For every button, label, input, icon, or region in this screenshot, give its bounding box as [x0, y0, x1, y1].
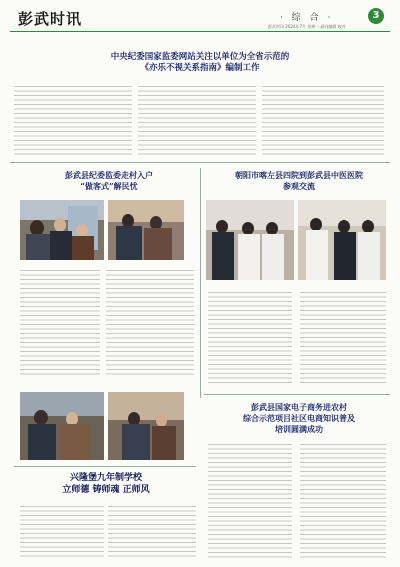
paper-logo: 彭武时讯 — [18, 10, 83, 28]
right-middle-headline-line2: 参观交流 — [283, 181, 315, 191]
right-middle-headline — [208, 170, 390, 192]
masthead-meta: 彭武时讯 2024年7月 星期一 副刊编辑 校对 — [268, 24, 346, 29]
visit-photo-2 — [108, 200, 184, 260]
left-middle-headline-line2: “做客式”解民忧 — [80, 181, 138, 191]
masthead-rule — [10, 31, 390, 32]
divider-right-lower — [204, 394, 390, 395]
left-middle-headline — [16, 170, 202, 192]
right-lower-headline-line3: 培训圆满成功 — [275, 424, 323, 434]
left-middle-col2 — [106, 268, 194, 378]
hospital-photo-2 — [298, 200, 386, 280]
left-bottom-headline-line2: 立师德 铸师魂 正师风 — [62, 485, 150, 495]
top-article-col3 — [262, 84, 384, 158]
masthead — [10, 6, 390, 32]
top-headline — [10, 52, 390, 74]
left-bottom-col2 — [108, 504, 196, 560]
top-article-col1 — [14, 84, 132, 158]
right-middle-col2 — [300, 290, 386, 386]
divider-vertical-middle — [200, 168, 201, 398]
page-number-badge: 3 — [368, 8, 384, 24]
left-bottom-headline — [16, 472, 196, 496]
left-bottom-headline-line1: 兴隆堡九年制学校 — [69, 473, 142, 483]
visit-photo-4 — [108, 392, 184, 460]
right-middle-col1 — [208, 290, 292, 386]
right-middle-headline-line1: 朝阳市喀左县四院到彭武县中医医院 — [235, 170, 363, 180]
top-headline-line1: 中央纪委国家监委网站关注以单位为全省示范的 — [110, 52, 290, 62]
left-middle-col1 — [20, 268, 100, 378]
right-lower-headline-line1: 彭武县国家电子商务进农村 — [251, 402, 347, 412]
top-article-col2 — [138, 84, 256, 158]
right-lower-headline-line2: 综合示范项目社区电商知识普及 — [243, 413, 355, 423]
right-lower-col2 — [300, 442, 386, 560]
visit-photo-3 — [20, 392, 104, 460]
left-middle-headline-line1: 彭武县纪委监委走村入户 — [65, 170, 153, 180]
right-lower-headline — [208, 402, 390, 435]
visit-photo-1 — [20, 200, 104, 260]
divider-top — [10, 162, 390, 163]
top-headline-line2: 《亦乐不视关系指南》编制工作 — [140, 63, 260, 73]
hospital-photo-1 — [206, 200, 294, 280]
section-label: · 综 合 · — [280, 13, 334, 23]
left-bottom-col1 — [20, 504, 104, 560]
right-lower-col1 — [208, 442, 292, 560]
divider-left-bottom — [14, 466, 196, 467]
